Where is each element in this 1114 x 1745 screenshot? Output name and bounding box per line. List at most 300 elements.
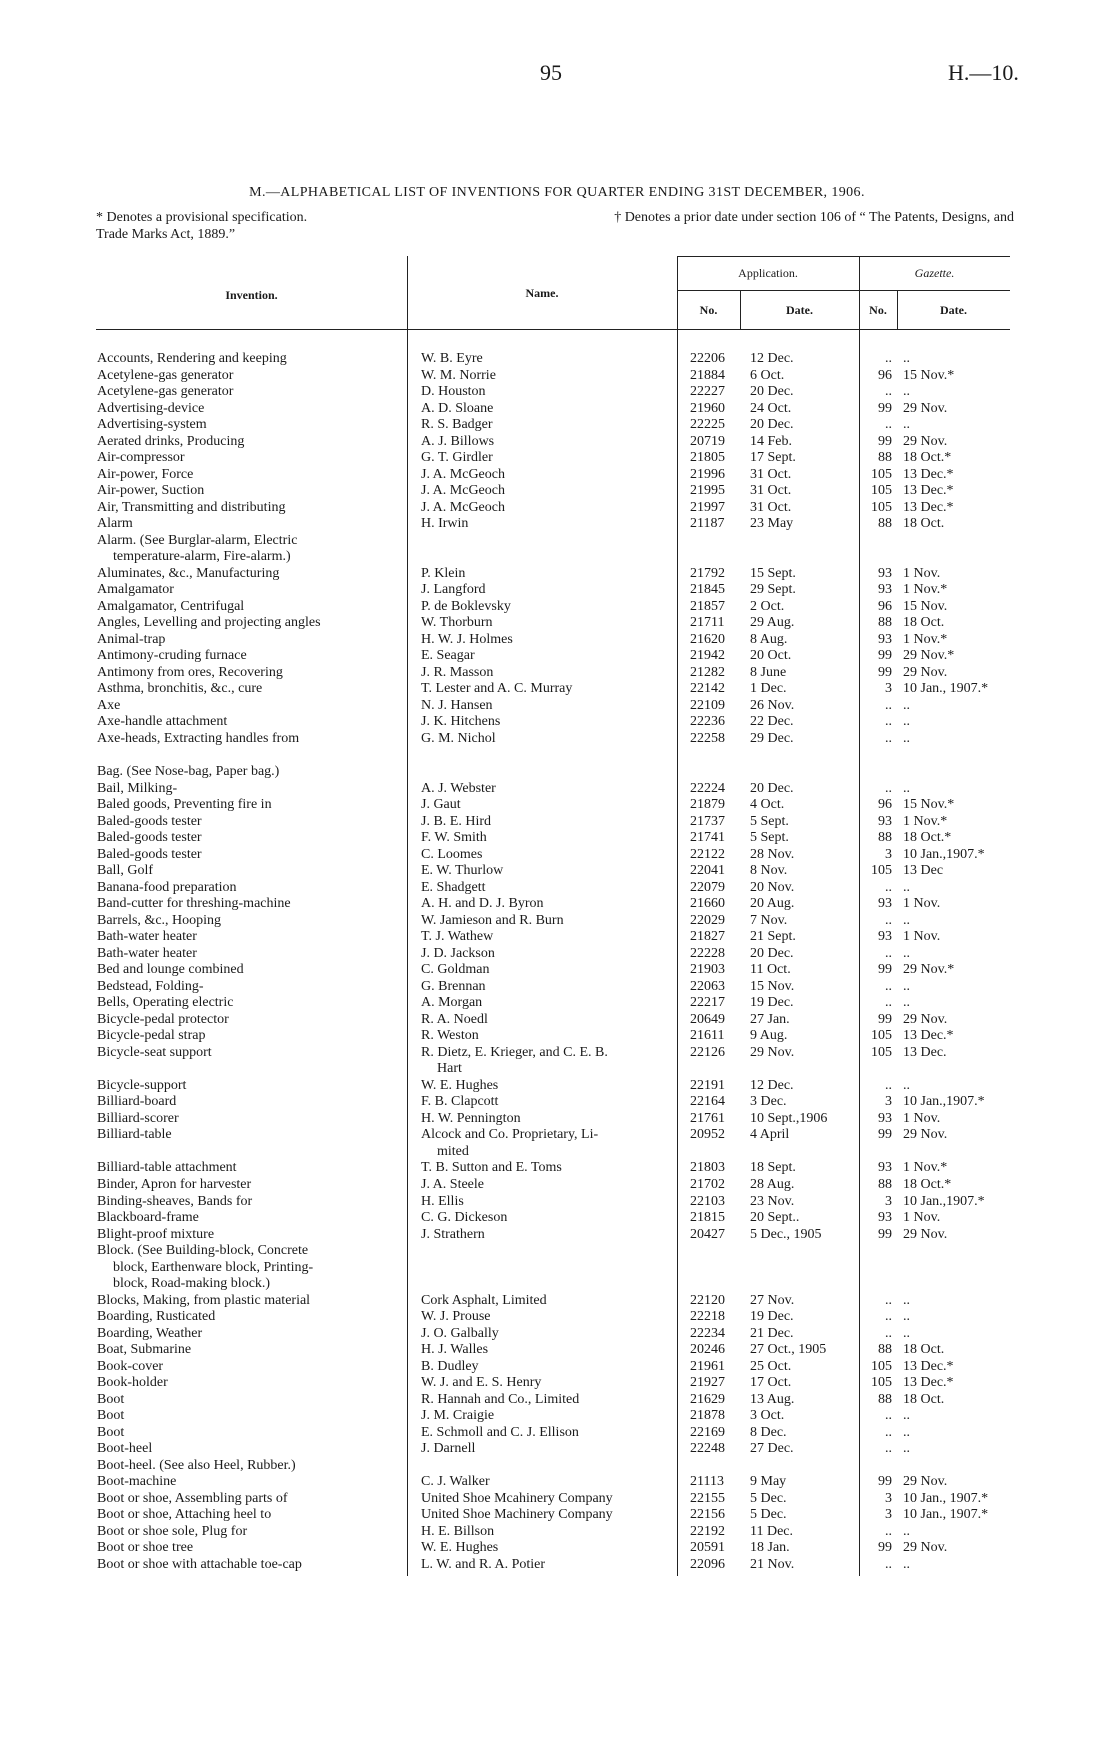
name-cell: Alcock and Co. Proprietary, Li-	[421, 1127, 599, 1143]
application-number-cell: 22142	[690, 681, 725, 697]
application-number-cell: 22234	[690, 1325, 725, 1341]
application-number-cell: 22155	[690, 1490, 725, 1506]
name-cell: United Shoe Machinery Company	[421, 1507, 613, 1523]
table-row	[0, 615, 1114, 631]
gazette-number-cell: ..	[885, 1325, 892, 1341]
application-date-cell: 27 Jan.	[750, 1011, 790, 1027]
application-date-cell: 9 May	[750, 1474, 787, 1490]
gazette-number-cell: ..	[885, 1556, 892, 1572]
invention-cell: Bells, Operating electric	[97, 995, 234, 1011]
invention-cell: Binder, Apron for harvester	[97, 1177, 252, 1192]
gazette-date-cell: 1 Nov.*	[903, 1160, 948, 1176]
gazette-date-cell: ..	[903, 1408, 910, 1424]
table-row	[0, 1078, 1114, 1094]
name-cell: C. Goldman	[421, 962, 490, 978]
invention-cell: Baled-goods tester	[97, 846, 202, 862]
application-number-cell: 21878	[690, 1408, 725, 1424]
table-row	[0, 1127, 1114, 1143]
note-prior-date: † Denotes a prior date under section 106 of “ The Patents, Designs, and	[614, 210, 1014, 225]
gazette-date-cell: 29 Nov.	[903, 1474, 948, 1490]
application-number-cell: 21629	[690, 1391, 725, 1407]
table-row	[0, 1309, 1114, 1325]
gazette-number-cell: 3	[885, 681, 892, 697]
gazette-date-cell: ..	[903, 912, 910, 928]
gazette-number-cell: ..	[885, 978, 892, 994]
invention-cell: Ball, Golf	[97, 863, 153, 879]
name-cell: G. Brennan	[421, 978, 486, 994]
application-date-cell: 27 Oct., 1905	[750, 1342, 827, 1358]
name-cell: T. Lester and A. C. Murray	[421, 681, 573, 697]
name-cell: J. R. Masson	[421, 664, 494, 680]
gazette-number-cell: ..	[885, 879, 892, 895]
invention-cell: Baled-goods tester	[97, 830, 202, 846]
application-date-cell: 10 Sept.,1906	[750, 1110, 828, 1126]
application-date-cell: 5 Sept.	[750, 813, 789, 829]
table-row	[0, 1177, 1114, 1193]
name-cell: R. Dietz, E. Krieger, and C. E. B.	[421, 1044, 608, 1060]
application-number-cell: 21620	[690, 631, 725, 647]
table-row	[0, 351, 1114, 367]
gazette-number-cell: 96	[878, 598, 892, 614]
invention-cell: Boot or shoe, Assembling parts of	[97, 1490, 288, 1506]
name-cell: J. D. Jackson	[421, 945, 495, 961]
application-number-cell: 22096	[690, 1556, 725, 1572]
application-date-cell: 20 Dec.	[750, 384, 794, 400]
table-row	[0, 1474, 1114, 1490]
invention-cell: Aerated drinks, Producing	[97, 433, 245, 449]
gazette-date-cell: ..	[903, 780, 910, 796]
gazette-number-cell: ..	[885, 730, 892, 746]
application-date-cell: 28 Nov.	[750, 846, 795, 862]
gazette-date-cell: ..	[903, 1441, 910, 1457]
application-number-cell: 21960	[690, 400, 725, 416]
name-cell: J. Darnell	[421, 1441, 476, 1457]
gazette-number-cell: 105	[871, 1044, 892, 1060]
gazette-date-cell: 29 Nov.	[903, 400, 948, 416]
table-row	[0, 1028, 1114, 1044]
table-row	[0, 1012, 1114, 1028]
invention-cell: Billiard-table attachment	[97, 1160, 237, 1176]
name-cell: D. Houston	[421, 384, 486, 400]
application-date-cell: 13 Aug.	[750, 1391, 795, 1407]
gazette-number-cell: 99	[878, 1226, 892, 1242]
table-row	[0, 450, 1114, 466]
application-date-cell: 18 Sept.	[750, 1160, 796, 1176]
page-number: 95	[540, 60, 562, 85]
gazette-number-cell: 3	[885, 1094, 892, 1110]
application-number-cell: 22156	[690, 1507, 725, 1523]
application-number-cell: 22109	[690, 697, 725, 713]
invention-cell: Blackboard-frame	[97, 1210, 199, 1226]
invention-cell: Block. (See Building-block, Concrete	[97, 1243, 309, 1259]
name-cell: H. E. Billson	[421, 1523, 495, 1539]
application-number-cell: 20649	[690, 1011, 725, 1027]
invention-cell: Acetylene-gas generator	[97, 367, 234, 383]
header-top-rule	[677, 256, 1010, 257]
invention-cell: Bicycle-seat support	[97, 1044, 212, 1060]
table-row	[0, 1425, 1114, 1441]
gazette-date-cell: ..	[903, 384, 910, 400]
name-cell: W. M. Norrie	[421, 367, 496, 383]
application-date-cell: 3 Dec.	[750, 1094, 787, 1110]
table-row	[0, 896, 1114, 912]
gazette-date-cell: 13 Dec.*	[903, 1375, 954, 1391]
table-row	[0, 1441, 1114, 1457]
invention-cell: Book-cover	[97, 1358, 164, 1374]
application-number-cell: 21879	[690, 797, 725, 813]
gazette-date-cell: 13 Dec.*	[903, 483, 954, 499]
application-date-cell: 20 Dec.	[750, 417, 794, 433]
gazette-number-cell: 99	[878, 1474, 892, 1490]
invention-cell: Bicycle-pedal strap	[97, 1028, 206, 1044]
gazette-number-cell: ..	[885, 384, 892, 400]
gazette-date-cell: ..	[903, 417, 910, 433]
application-number-cell: 22079	[690, 879, 725, 895]
application-number-cell: 21761	[690, 1110, 725, 1126]
application-number-cell: 21805	[690, 450, 725, 466]
table-row	[0, 995, 1114, 1011]
table-row	[0, 1524, 1114, 1540]
invention-cell: Advertising-device	[97, 400, 205, 416]
application-number-cell: 21884	[690, 367, 725, 383]
application-number-cell: 21995	[690, 483, 725, 499]
gazette-number-cell: 88	[878, 1177, 892, 1192]
gazette-number-cell: 88	[878, 1342, 892, 1358]
application-date-cell: 20 Aug.	[750, 896, 795, 912]
invention-cell: Boot-heel	[97, 1441, 153, 1457]
invention-cell: Book-holder	[97, 1375, 168, 1391]
gazette-date-cell: 18 Oct.*	[903, 450, 952, 466]
name-cell: H. Irwin	[421, 516, 469, 532]
gazette-date-cell: ..	[903, 995, 910, 1011]
gazette-date-cell: 13 Dec	[903, 863, 944, 879]
gazette-number-cell: 96	[878, 797, 892, 813]
name-cell: L. W. and R. A. Potier	[421, 1556, 546, 1572]
name-cell: A. J. Webster	[421, 780, 496, 796]
name-cell: A. H. and D. J. Byron	[421, 896, 544, 912]
gazette-date-cell: ..	[903, 730, 910, 746]
table-row	[0, 1243, 1114, 1259]
invention-cell: Bicycle-pedal protector	[97, 1011, 229, 1027]
name-cell: T. B. Sutton and E. Toms	[421, 1160, 562, 1176]
gazette-number-cell: 105	[871, 863, 892, 879]
application-number-cell: 22228	[690, 945, 725, 961]
invention-cell: Air, Transmitting and distributing	[97, 499, 286, 515]
table-row	[0, 549, 1114, 565]
application-date-cell: 2 Oct.	[750, 598, 785, 614]
gazette-number-cell: 88	[878, 450, 892, 466]
gazette-number-cell: ..	[885, 1408, 892, 1424]
gazette-date-cell: ..	[903, 714, 910, 730]
table-row	[0, 681, 1114, 697]
table-row	[0, 500, 1114, 516]
application-number-cell: 22217	[690, 995, 725, 1011]
application-number-cell: 21803	[690, 1160, 725, 1176]
application-date-cell: 31 Oct.	[750, 483, 792, 499]
table-row	[0, 1045, 1114, 1061]
name-cell: P. de Boklevsky	[421, 598, 511, 614]
gazette-date-cell: 29 Nov.*	[903, 648, 955, 664]
header-app-no: No.	[699, 303, 718, 317]
gazette-number-cell: 99	[878, 1540, 892, 1556]
table-row	[0, 979, 1114, 995]
gazette-date-cell: ..	[903, 697, 910, 713]
gazette-date-cell: 10 Jan., 1907.*	[903, 681, 989, 697]
gazette-number-cell: 96	[878, 367, 892, 383]
table-row	[0, 814, 1114, 830]
application-date-cell: 20 Oct.	[750, 648, 792, 664]
gazette-number-cell: 105	[871, 1028, 892, 1044]
gazette-date-cell: 18 Oct.	[903, 516, 945, 532]
application-date-cell: 28 Aug.	[750, 1177, 795, 1192]
application-date-cell: 15 Sept.	[750, 565, 796, 581]
gazette-date-cell: ..	[903, 1077, 910, 1093]
gazette-date-cell: 10 Jan.,1907.*	[903, 1094, 985, 1110]
invention-cell: Billiard-table	[97, 1127, 172, 1143]
notes	[96, 209, 1014, 243]
application-date-cell: 19 Dec.	[750, 1309, 794, 1325]
name-cell: W. J. and E. S. Henry	[421, 1375, 542, 1391]
name-cell: C. Loomes	[421, 846, 483, 862]
application-number-cell: 22169	[690, 1424, 725, 1440]
table-row	[0, 566, 1114, 582]
invention-cell: Bail, Milking-	[97, 780, 178, 796]
table-row	[0, 665, 1114, 681]
gazette-date-cell: 18 Oct.*	[903, 1177, 952, 1192]
name-cell: H. W. J. Holmes	[421, 631, 513, 647]
gazette-date-cell: 10 Jan.,1907.*	[903, 846, 985, 862]
application-number-cell: 22225	[690, 417, 725, 433]
application-number-cell: 21282	[690, 664, 725, 680]
application-number-cell: 22041	[690, 863, 725, 879]
gazette-number-cell: 3	[885, 1193, 892, 1209]
invention-cell: Baled goods, Preventing fire in	[97, 797, 272, 813]
invention-cell: Baled-goods tester	[97, 813, 202, 829]
invention-cell: Air-power, Force	[97, 466, 194, 482]
gazette-number-cell: 93	[878, 929, 892, 945]
invention-cell: Boot or shoe, Attaching heel to	[97, 1507, 272, 1523]
table-row	[0, 648, 1114, 664]
application-date-cell: 29 Aug.	[750, 615, 795, 631]
name-cell: W. Thorburn	[421, 615, 493, 631]
table-row	[0, 401, 1114, 417]
application-number-cell: 22126	[690, 1044, 725, 1060]
gazette-date-cell: 1 Nov.*	[903, 813, 948, 829]
table-row	[0, 1507, 1114, 1523]
gazette-number-cell: ..	[885, 995, 892, 1011]
name-cell: Cork Asphalt, Limited	[421, 1292, 547, 1308]
application-number-cell: 21113	[690, 1474, 724, 1490]
gazette-date-cell: 10 Jan.,1907.*	[903, 1193, 985, 1209]
invention-cell: Binding-sheaves, Bands for	[97, 1193, 253, 1209]
gazette-number-cell: ..	[885, 1441, 892, 1457]
application-date-cell: 1 Dec.	[750, 681, 787, 697]
invention-cell: Axe	[97, 697, 121, 713]
table-row	[0, 731, 1114, 747]
gazette-date-cell: 1 Nov.	[903, 929, 941, 945]
name-cell: H. Ellis	[421, 1193, 464, 1209]
header-invention: Invention.	[225, 288, 278, 302]
table-row	[0, 1160, 1114, 1176]
table-row	[0, 830, 1114, 846]
gazette-number-cell: 99	[878, 400, 892, 416]
application-date-cell: 15 Nov.	[750, 978, 795, 994]
gazette-number-cell: ..	[885, 417, 892, 433]
invention-cell: Angles, Levelling and projecting angles	[97, 615, 321, 631]
application-date-cell: 23 May	[750, 516, 794, 532]
name-cell: R. Hannah and Co., Limited	[421, 1391, 580, 1407]
name-cell: J. A. McGeoch	[421, 466, 505, 482]
application-date-cell: 8 Nov.	[750, 863, 788, 879]
invention-cell: Accounts, Rendering and keeping	[97, 351, 287, 366]
name-cell: J. Langford	[421, 582, 486, 598]
gazette-date-cell: ..	[903, 351, 910, 366]
gazette-number-cell: ..	[885, 780, 892, 796]
application-date-cell: 21 Nov.	[750, 1556, 795, 1572]
application-number-cell: 20427	[690, 1226, 725, 1242]
table-row	[0, 946, 1114, 962]
invention-cell: Axe-heads, Extracting handles from	[97, 730, 300, 746]
gazette-date-cell: ..	[903, 879, 910, 895]
gazette-number-cell: ..	[885, 1077, 892, 1093]
gazette-number-cell: 105	[871, 1358, 892, 1374]
gazette-date-cell: 18 Oct.	[903, 615, 945, 631]
application-number-cell: 21611	[690, 1028, 725, 1044]
invention-cell: Antimony from ores, Recovering	[97, 664, 283, 680]
application-number-cell: 22218	[690, 1309, 725, 1325]
application-number-cell: 22192	[690, 1523, 725, 1539]
invention-cell: Bed and lounge combined	[97, 962, 244, 978]
application-number-cell: 21996	[690, 466, 725, 482]
table-row	[0, 797, 1114, 813]
page-title: M.—ALPHABETICAL LIST OF INVENTIONS FOR QUARTER ENDING 31ST DECEMBER, 1906.	[249, 185, 865, 200]
note-provisional: * Denotes a provisional specification.	[96, 210, 308, 225]
application-number-cell: 21815	[690, 1210, 725, 1226]
table-row	[0, 714, 1114, 730]
table-row	[0, 1458, 1114, 1474]
gazette-date-cell: ..	[903, 1292, 910, 1308]
application-number-cell: 21741	[690, 830, 725, 846]
name-cell: H. J. Walles	[421, 1342, 489, 1358]
name-cell: F. B. Clapcott	[421, 1094, 499, 1110]
table-row	[0, 1144, 1114, 1160]
invention-cell: Barrels, &c., Hooping	[97, 912, 222, 928]
application-date-cell: 27 Dec.	[750, 1441, 794, 1457]
table-row	[0, 863, 1114, 879]
header-mid-rule	[677, 290, 1010, 291]
gazette-number-cell: ..	[885, 945, 892, 961]
table-row	[0, 533, 1114, 549]
gazette-number-cell: 93	[878, 813, 892, 829]
gazette-date-cell: 29 Nov.	[903, 1127, 948, 1143]
application-number-cell: 21927	[690, 1375, 725, 1391]
gazette-number-cell: 88	[878, 830, 892, 846]
application-date-cell: 31 Oct.	[750, 499, 792, 515]
application-date-cell: 3 Oct.	[750, 1408, 785, 1424]
application-number-cell: 22063	[690, 978, 725, 994]
invention-cell: Banana-food preparation	[97, 879, 237, 895]
invention-cell: Boot	[97, 1391, 125, 1407]
application-date-cell: 29 Nov.	[750, 1044, 795, 1060]
name-cell: J. M. Craigie	[421, 1408, 495, 1424]
invention-cell: Advertising-system	[97, 417, 207, 433]
invention-cell: Band-cutter for threshing-machine	[97, 896, 291, 912]
table-row	[0, 880, 1114, 896]
application-number-cell: 22227	[690, 384, 725, 400]
application-date-cell: 12 Dec.	[750, 1077, 794, 1093]
application-date-cell: 7 Nov.	[750, 912, 788, 928]
name-cell: C. G. Dickeson	[421, 1210, 508, 1226]
application-date-cell: 5 Dec.	[750, 1507, 787, 1523]
invention-cell: temperature-alarm, Fire-alarm.)	[113, 549, 291, 565]
name-cell: W. J. Prouse	[421, 1309, 491, 1325]
table-row	[0, 1094, 1114, 1110]
gazette-number-cell: 99	[878, 962, 892, 978]
gazette-date-cell: 10 Jan., 1907.*	[903, 1490, 989, 1506]
gazette-number-cell: 3	[885, 846, 892, 862]
gazette-date-cell: ..	[903, 1325, 910, 1341]
name-cell: A. J. Billows	[421, 433, 495, 449]
application-number-cell: 20952	[690, 1127, 725, 1143]
name-cell: J. A. McGeoch	[421, 483, 505, 499]
name-cell: F. W. Smith	[421, 830, 487, 846]
application-date-cell: 25 Oct.	[750, 1358, 792, 1374]
application-date-cell: 6 Oct.	[750, 367, 785, 383]
table-row	[0, 1276, 1114, 1292]
gazette-number-cell: 93	[878, 582, 892, 598]
application-date-cell: 8 June	[750, 664, 787, 680]
gazette-number-cell: 99	[878, 1011, 892, 1027]
table-row	[0, 1227, 1114, 1243]
gazette-date-cell: 1 Nov.	[903, 896, 941, 912]
invention-cell: Boat, Submarine	[97, 1342, 192, 1358]
invention-cell: Bath-water heater	[97, 929, 197, 945]
application-date-cell: 29 Dec.	[750, 730, 794, 746]
invention-cell: Boot-heel. (See also Heel, Rubber.)	[97, 1457, 296, 1473]
invention-cell: Bedstead, Folding-	[97, 978, 204, 994]
application-date-cell: 18 Jan.	[750, 1540, 790, 1556]
table-row	[0, 368, 1114, 384]
table-row	[0, 582, 1114, 598]
gazette-date-cell: 29 Nov.	[903, 1540, 948, 1556]
name-cell: G. T. Girdler	[421, 450, 493, 466]
gazette-number-cell: ..	[885, 351, 892, 366]
invention-cell: Alarm. (See Burglar-alarm, Electric	[97, 532, 298, 548]
name-cell: H. W. Pennington	[421, 1110, 521, 1126]
gazette-number-cell: 99	[878, 664, 892, 680]
gazette-date-cell: 29 Nov.	[903, 664, 948, 680]
gazette-number-cell: 93	[878, 896, 892, 912]
invention-cell: Bag. (See Nose-bag, Paper bag.)	[97, 764, 280, 779]
table-row	[0, 1260, 1114, 1276]
gazette-date-cell: 13 Dec.*	[903, 1028, 954, 1044]
name-cell: E. Shadgett	[421, 879, 486, 895]
application-date-cell: 8 Aug.	[750, 631, 788, 647]
invention-cell: Boot-machine	[97, 1474, 177, 1490]
gazette-number-cell: ..	[885, 1309, 892, 1325]
name-cell: W. B. Eyre	[421, 351, 483, 366]
gazette-date-cell: 13 Dec.*	[903, 499, 954, 515]
invention-cell: Boarding, Rusticated	[97, 1309, 216, 1325]
invention-cell: Boot or shoe tree	[97, 1540, 194, 1556]
application-date-cell: 5 Dec.	[750, 1490, 787, 1506]
invention-cell: Blocks, Making, from plastic material	[97, 1292, 311, 1308]
gazette-date-cell: 1 Nov.	[903, 1110, 941, 1126]
gazette-date-cell: 1 Nov.	[903, 1210, 941, 1226]
name-cell: W. Jamieson and R. Burn	[421, 912, 564, 928]
gazette-date-cell: 1 Nov.	[903, 565, 941, 581]
gazette-number-cell: 3	[885, 1490, 892, 1506]
